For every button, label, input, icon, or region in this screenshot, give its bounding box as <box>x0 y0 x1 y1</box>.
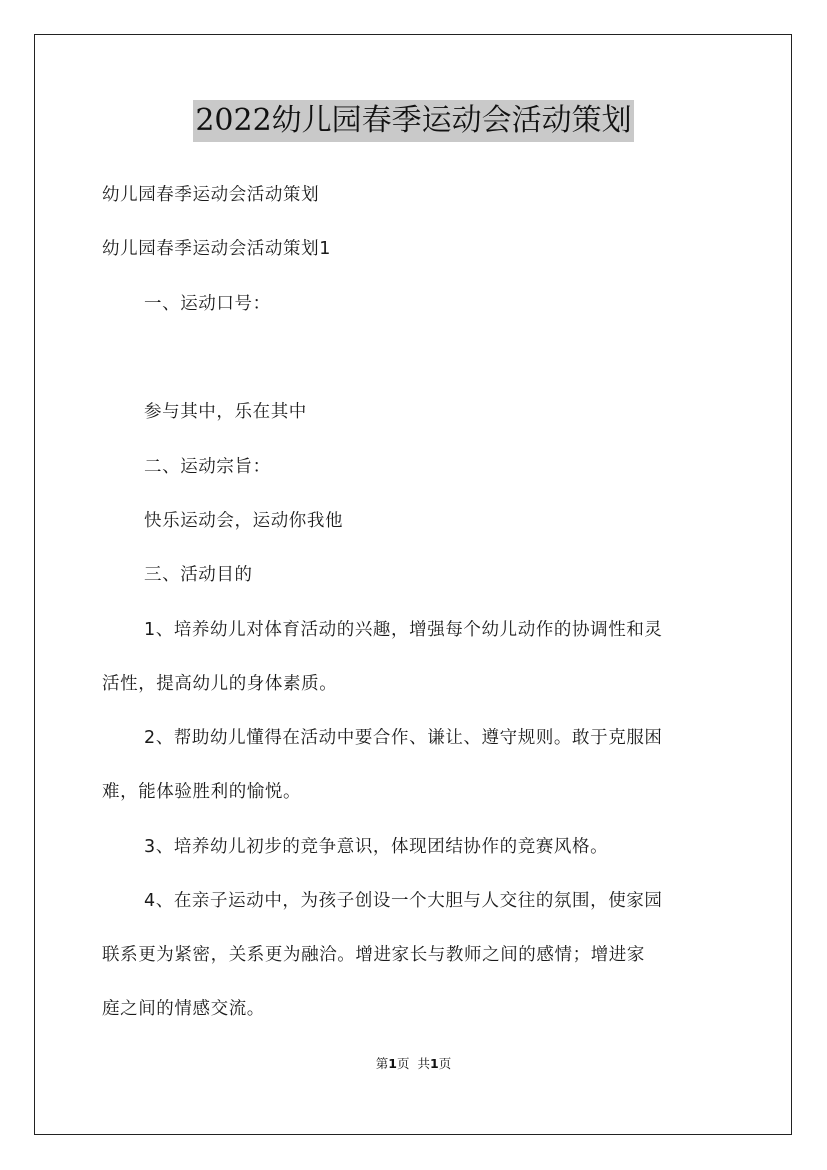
goal-2-line-1: 2、帮助幼儿懂得在活动中要合作、谦让、遵守规则。敢于克服困 <box>144 728 663 748</box>
goal-3-line-1: 3、培养幼儿初步的竞争意识，体现团结协作的竞赛风格。 <box>144 837 609 857</box>
section-title: 幼儿园春季运动会活动策划1 <box>102 239 331 259</box>
goal-4-line-2: 联系更为紧密，关系更为融洽。增进家长与教师之间的感情；增进家 <box>102 945 645 965</box>
heading-purpose: 二、运动宗旨： <box>144 457 271 477</box>
footer-page-unit: 页 <box>397 1056 410 1071</box>
subtitle: 幼儿园春季运动会活动策划 <box>102 185 320 205</box>
goal-4-line-3: 庭之间的情感交流。 <box>102 999 265 1019</box>
slogan-text: 参与其中，乐在其中 <box>144 402 307 422</box>
title-container <box>0 100 827 142</box>
goal-4-line-1: 4、在亲子运动中，为孩子创设一个大胆与人交往的氛围，使家园 <box>144 891 663 911</box>
footer-total-prefix: 共 <box>417 1056 430 1071</box>
footer-page-current: 1 <box>388 1056 397 1071</box>
goal-2-line-2: 难，能体验胜利的愉悦。 <box>102 782 302 802</box>
footer-page-prefix: 第 <box>375 1056 389 1071</box>
goal-1-line-1: 1、培养幼儿对体育活动的兴趣，增强每个幼儿动作的协调性和灵 <box>144 620 663 640</box>
heading-goals: 三、活动目的 <box>144 565 253 585</box>
heading-slogan: 一、运动口号： <box>144 294 271 314</box>
footer-page-total: 1 <box>429 1056 439 1071</box>
footer-total-unit: 页 <box>438 1056 452 1071</box>
page-footer <box>0 1054 827 1072</box>
document-title: 2022幼儿园春季运动会活动策划 <box>193 100 633 142</box>
purpose-text: 快乐运动会，运动你我他 <box>144 511 344 531</box>
goal-1-line-2: 活性，提高幼儿的身体素质。 <box>102 674 338 694</box>
